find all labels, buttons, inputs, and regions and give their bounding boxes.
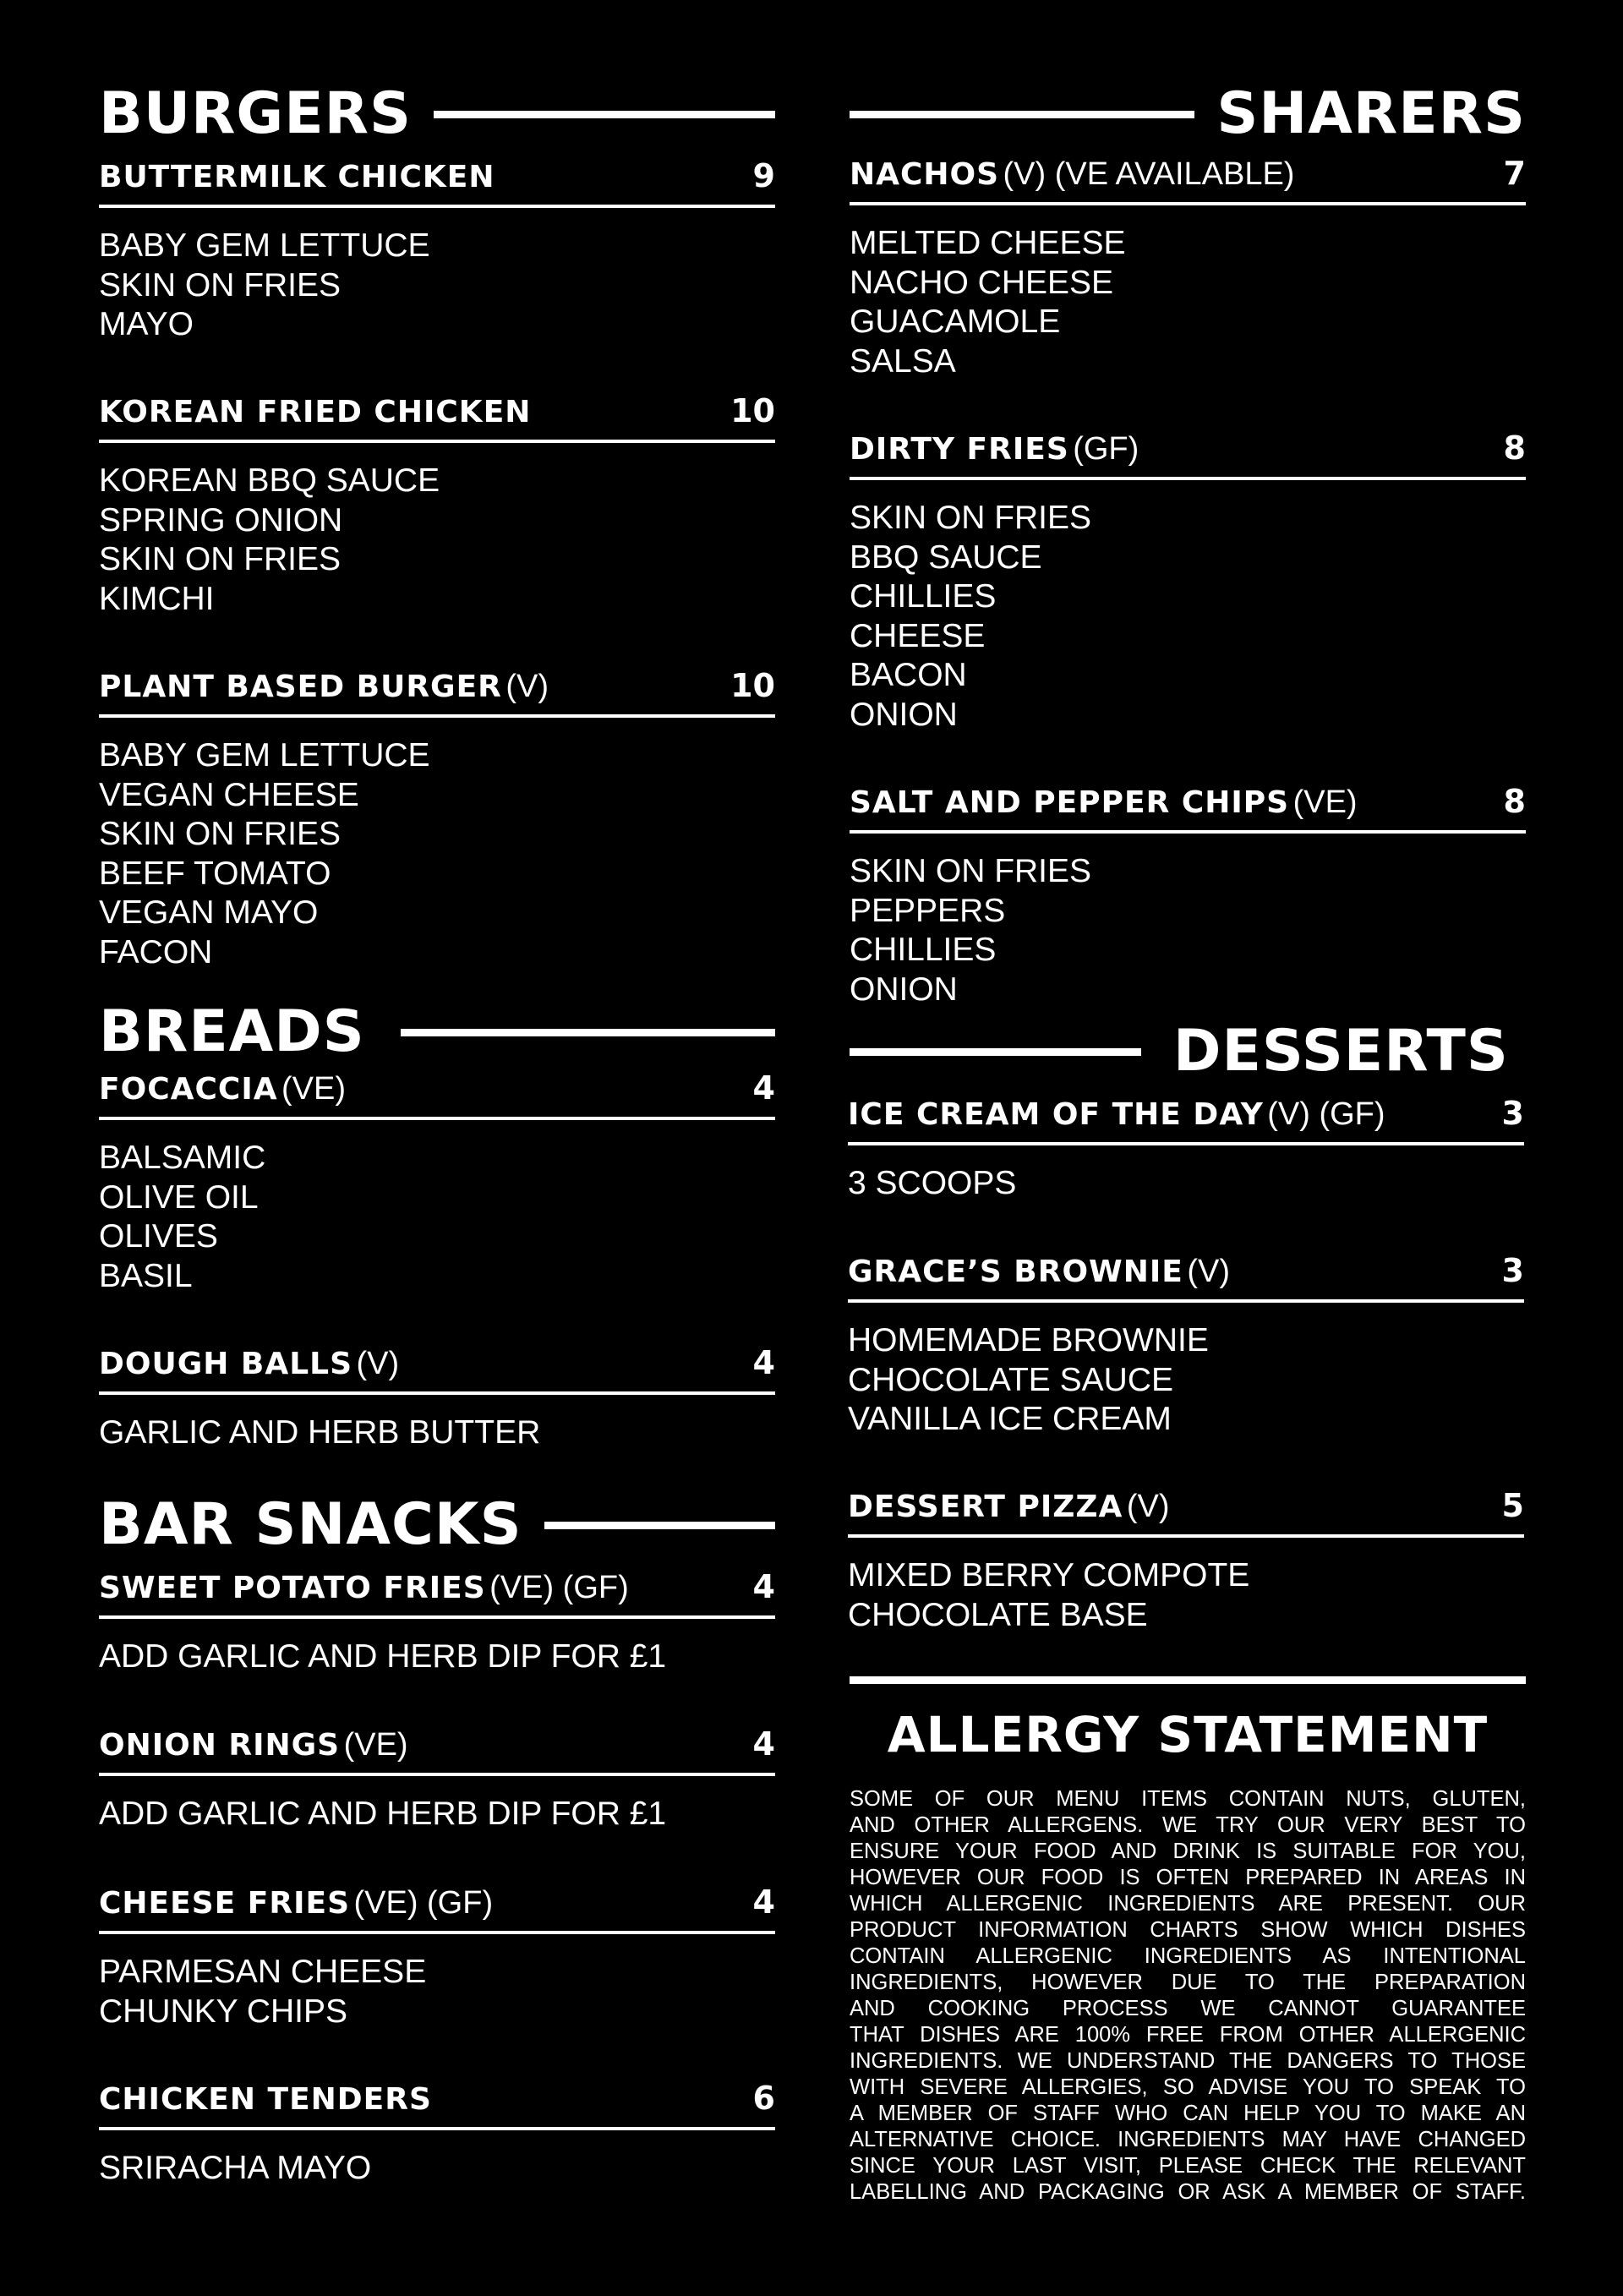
ingredient-list [99,736,775,972]
ingredient: BBQ SAUCE [850,538,1042,576]
allergy-title: ALLERGY STATEMENT [887,1706,1489,1763]
menu-item-ice-cream-of-the-day [848,1095,1524,1204]
item-header [848,1487,1524,1538]
item-name: BUTTERMILK CHICKEN [99,160,495,194]
ingredient: OLIVE OIL [99,1178,259,1216]
ingredient: SKIN ON FRIES [850,500,1092,536]
desserts-heading [850,1014,1526,1090]
item-name: PLANT BASED BURGER [99,670,502,704]
ingredient-list [850,224,1526,381]
ingredient: CHILLIES [850,932,997,968]
allergy-line: INGREDIENTS, HOWEVER DUE TO THE PREPARATION [850,1971,1526,1994]
desserts-rule [850,1048,1141,1056]
menu-item-nachos [850,155,1526,381]
ingredient-list [850,499,1526,735]
ingredient: OLIVES [99,1218,218,1255]
ingredient: SALSA [850,342,956,380]
menu-item-cheese-fries [99,1883,775,2031]
item-title [99,1727,408,1763]
item-dietary-tags: (V) [1126,1489,1170,1524]
item-header [848,1252,1524,1303]
ingredient: 3 SCOOPS [848,1165,1017,1201]
item-name: ONION RINGS [99,1728,341,1763]
allergy-line: A MEMBER OF STAFF WHO CAN HELP YOU TO MAKE AN [850,2102,1526,2125]
item-dietary-tags: (VE) (GF) [353,1885,494,1921]
item-name: ICE CREAM OF THE DAY [848,1097,1264,1132]
allergy-line: ALTERNATIVE CHOICE. INGREDIENTS MAY HAVE CHANGED [850,2128,1526,2151]
menu-item-dessert-pizza [848,1487,1524,1635]
ingredient-list [99,1413,775,1453]
ingredient-list [848,1164,1524,1204]
allergy-line: WITH SEVERE ALLERGIES, SO ADVISE YOU TO SPEAK TO [850,2075,1526,2099]
item-dietary-tags: (V) [505,669,549,704]
item-dietary-tags: (V) [1187,1254,1230,1289]
ingredient: SKIN ON FRIES [99,541,342,577]
ingredient: SPRING ONION [99,501,343,538]
menu-item-buttermilk-chicken [99,157,775,345]
allergy-divider [850,1676,1526,1684]
ingredient: BEEF TOMATO [99,855,331,892]
allergy-line: ENSURE YOUR FOOD AND DRINK IS SUITABLE FOR YOU, [850,1840,1526,1863]
ingredient: VEGAN CHEESE [99,776,359,813]
item-name: CHEESE FRIES [99,1886,351,1921]
sharers-heading [850,76,1526,152]
item-price: 4 [752,1568,775,1605]
menu-item-dough-balls [99,1344,775,1453]
item-title [850,784,1358,821]
item-dietary-tags: (V) [356,1346,400,1381]
item-name: FOCACCIA [99,1072,278,1107]
ingredient: VANILLA ICE CREAM [848,1401,1172,1437]
item-price: 10 [730,667,775,704]
ingredient: BACON [850,657,967,693]
ingredient-list [99,1637,775,1677]
item-header [99,667,775,718]
item-title [99,1071,346,1107]
burgers-heading [99,76,775,152]
item-title [99,2082,432,2117]
item-dietary-tags: (V) (VE AVAILABLE) [1003,156,1295,192]
ingredient: MELTED CHEESE [850,225,1126,261]
menu-item-sweet-potato-fries [99,1568,775,1677]
item-price: 8 [1503,429,1526,467]
allergy-line: THAT DISHES ARE 100% FREE FROM OTHER ALLERGENIC [850,2023,1526,2047]
item-header [850,429,1526,480]
item-header [99,392,775,443]
allergy-line: AND COOKING PROCESS WE CANNOT GUARANTEE [850,1997,1526,2020]
ingredient: KOREAN BBQ SAUCE [99,462,440,499]
ingredient-list [850,852,1526,1009]
item-price: 7 [1503,155,1526,192]
item-header [99,1069,775,1120]
item-name: SWEET POTATO FRIES [99,1571,486,1605]
allergy-line: CONTAIN ALLERGENIC INGREDIENTS AS INTENTIONAL [850,1944,1526,1968]
ingredient: MAYO [99,306,194,342]
item-header [99,1883,775,1934]
item-price: 4 [752,1069,775,1107]
item-name: KOREAN FRIED CHICKEN [99,395,532,429]
ingredient: BASIL [99,1257,193,1294]
bar-snacks-rule [544,1522,775,1529]
item-name: DESSERT PIZZA [848,1490,1123,1524]
ingredient: MIXED BERRY COMPOTE [848,1557,1250,1594]
ingredient-list [99,462,775,619]
ingredient: GUACAMOLE [850,303,1061,340]
ingredient: ADD GARLIC AND HERB DIP FOR £1 [99,1638,667,1675]
item-header [99,2080,775,2130]
menu-item-focaccia [99,1069,775,1296]
item-price: 8 [1503,783,1526,820]
ingredient: GARLIC AND HERB BUTTER [99,1414,541,1451]
ingredient-list [99,2149,775,2189]
item-price: 6 [752,2080,775,2117]
item-dietary-tags: (VE) [343,1727,408,1763]
allergy-statement-text [850,1786,1526,2206]
menu-item-chicken-tenders [99,2080,775,2189]
item-header [99,1344,775,1395]
ingredient: ADD GARLIC AND HERB DIP FOR £1 [99,1796,667,1832]
ingredient: BABY GEM LETTUCE [99,737,430,774]
item-title [850,156,1294,193]
menu-item-plant-based-burger [99,667,775,972]
burgers-title: BURGERS [99,80,413,147]
item-dietary-tags: (VE) [1292,784,1358,820]
ingredient: PARMESAN CHEESE [99,1954,427,1990]
allergy-line: SOME OF OUR MENU ITEMS CONTAIN NUTS, GLUTEN, [850,1787,1526,1811]
ingredient-list [99,1795,775,1834]
ingredient-list [99,227,775,345]
item-price: 10 [730,392,775,429]
allergy-line: HOWEVER OUR FOOD IS OFTEN PREPARED IN AREAS IN [850,1866,1526,1889]
ingredient: SKIN ON FRIES [850,853,1092,889]
bar-snacks-heading [99,1487,775,1563]
breads-rule [401,1029,775,1036]
item-price: 5 [1501,1487,1524,1524]
ingredient: VEGAN MAYO [99,894,319,931]
ingredient: ONION [850,970,958,1008]
item-title [99,395,531,429]
item-header [850,783,1526,834]
ingredient: HOMEMADE BROWNIE [848,1322,1209,1358]
ingredient: CHOCOLATE BASE [848,1596,1148,1633]
item-price: 4 [752,1883,775,1921]
ingredient: PEPPERS [850,892,1006,929]
menu-item-salt-and-pepper-chips [850,783,1526,1009]
breads-heading [99,994,775,1070]
ingredient: SKIN ON FRIES [99,816,342,852]
ingredient: NACHO CHEESE [850,264,1114,301]
item-name: CHICKEN TENDERS [99,2082,432,2117]
bar-snacks-title: BAR SNACKS [99,1491,522,1558]
item-name: SALT AND PEPPER CHIPS [850,785,1290,820]
allergy-line: INGREDIENTS. WE UNDERSTAND THE DANGERS TO THOSE [850,2049,1526,2073]
item-title [848,1096,1385,1133]
burgers-rule [434,111,775,118]
item-header [99,1568,775,1619]
item-name: DIRTY FRIES [850,432,1069,467]
ingredient-list [848,1556,1524,1635]
item-name: DOUGH BALLS [99,1347,353,1381]
item-price: 9 [752,157,775,194]
item-title [99,669,549,705]
sharers-title: SHARERS [1216,80,1526,147]
ingredient: SKIN ON FRIES [99,266,342,303]
menu-item-korean-fried-chicken [99,392,775,619]
allergy-line: PRODUCT INFORMATION CHARTS SHOW WHICH DISHES [850,1918,1526,1942]
allergy-line: LABELLING AND PACKAGING OR ASK A MEMBER OF STAFF. [850,2180,1526,2204]
item-title [848,1254,1230,1290]
item-dietary-tags: (VE) [281,1071,347,1107]
item-title [99,1570,629,1606]
ingredient-list [99,1953,775,2031]
item-header [99,1725,775,1776]
item-title [848,1489,1169,1525]
allergy-line: SINCE YOUR LAST VISIT, PLEASE CHECK THE RELEVANT [850,2154,1526,2178]
ingredient: BALSAMIC [99,1140,266,1176]
ingredient: CHOCOLATE SAUCE [848,1361,1174,1398]
item-header [848,1095,1524,1145]
allergy-line: WHICH ALLERGENIC INGREDIENTS ARE PRESENT. OUR [850,1892,1526,1916]
menu-item-graces-brownie [848,1252,1524,1440]
item-dietary-tags: (GF) [1073,431,1139,467]
item-title [99,160,495,194]
allergy-line: AND OTHER ALLERGENS. WE TRY OUR VERY BEST TO [850,1813,1526,1837]
item-name: NACHOS [850,157,1000,192]
item-title [850,431,1139,467]
menu-item-dirty-fries [850,429,1526,735]
item-header [850,155,1526,205]
ingredient: ONION [850,696,958,733]
ingredient: CHUNKY CHIPS [99,1993,348,2030]
ingredient: CHILLIES [850,578,997,615]
desserts-title: DESSERTS [1173,1018,1509,1085]
item-header [99,157,775,208]
ingredient: CHEESE [850,617,986,654]
item-price: 3 [1501,1252,1524,1289]
ingredient: SRIRACHA MAYO [99,2150,372,2186]
menu-item-onion-rings [99,1725,775,1834]
item-dietary-tags: (VE) (GF) [489,1570,629,1605]
ingredient-list [848,1321,1524,1440]
item-price: 4 [752,1725,775,1763]
item-title [99,1885,493,1922]
breads-title: BREADS [99,998,365,1065]
item-dietary-tags: (V) (GF) [1267,1096,1385,1132]
item-price: 3 [1501,1095,1524,1132]
sharers-rule [850,111,1194,118]
ingredient-list [99,1139,775,1296]
item-price: 4 [752,1344,775,1381]
ingredient: FACON [99,933,213,970]
item-title [99,1346,399,1382]
ingredient: KIMCHI [99,580,215,617]
ingredient: BABY GEM LETTUCE [99,227,430,264]
item-name: GRACE’S BROWNIE [848,1255,1183,1289]
